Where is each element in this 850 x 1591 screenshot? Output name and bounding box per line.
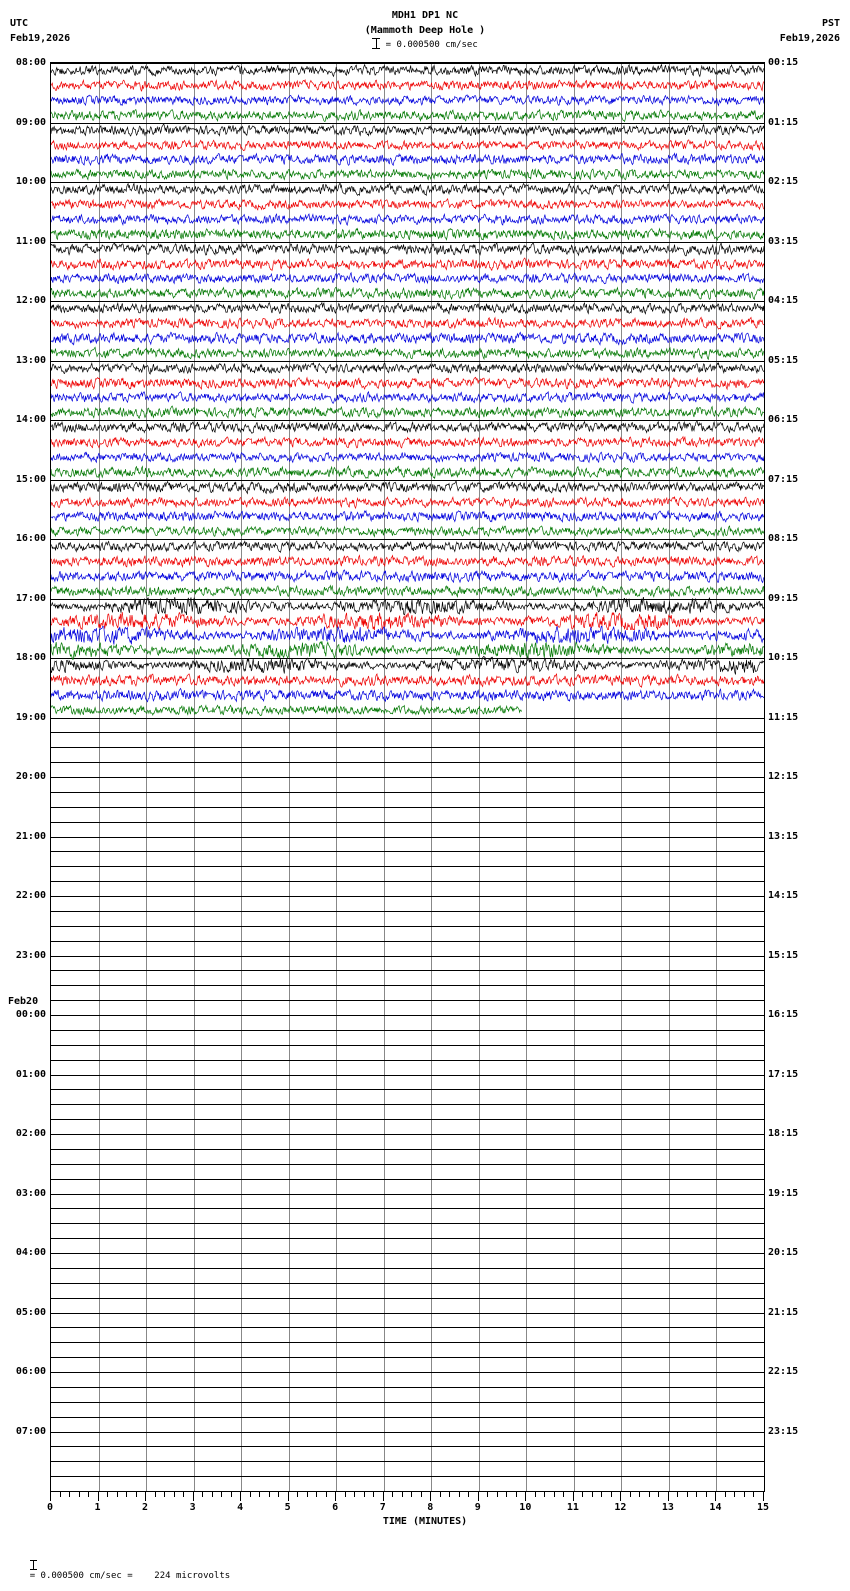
x-axis-tick-minor <box>753 1492 754 1497</box>
x-axis-tick-major <box>335 1492 336 1501</box>
y-axis-left-tick: 07:00 <box>15 1425 46 1437</box>
header-left-date: Feb19,2026 <box>10 33 71 44</box>
x-axis-tick-minor <box>611 1492 612 1497</box>
x-axis-tick-minor <box>687 1492 688 1497</box>
header-right-timezone: PST <box>821 18 840 29</box>
y-axis-right-tick: 21:15 <box>768 1306 799 1318</box>
x-axis-tick-major <box>50 1492 51 1501</box>
grid-hline-row <box>51 1119 764 1120</box>
x-axis-tick-minor <box>297 1492 298 1497</box>
x-axis-tick-minor <box>202 1492 203 1497</box>
x-axis-tick-minor <box>79 1492 80 1497</box>
x-axis-tick-minor <box>725 1492 726 1497</box>
x-axis-tick-label: 1 <box>94 1502 101 1513</box>
y-axis-right-tick: 00:15 <box>768 57 799 68</box>
x-axis-tick-minor <box>345 1492 346 1497</box>
x-axis-tick-minor <box>639 1492 640 1497</box>
grid-hline-row <box>51 747 764 748</box>
y-axis-right-tick: 20:15 <box>768 1247 799 1258</box>
grid-hline-row <box>51 1446 764 1447</box>
grid-hline-row <box>51 1223 764 1224</box>
x-axis-tick-minor <box>278 1492 279 1497</box>
grid-hline-row <box>51 926 764 927</box>
x-axis-tick-minor <box>364 1492 365 1497</box>
y-axis-left-tick: 18:00 <box>15 652 46 663</box>
y-axis-left-tick: 01:00 <box>15 1068 46 1080</box>
x-axis-tick-minor <box>402 1492 403 1497</box>
x-axis-tick-minor <box>506 1492 507 1497</box>
scale-legend <box>0 38 850 50</box>
y-axis-left-tick: 11:00 <box>15 235 46 247</box>
x-axis-tick-major <box>478 1492 479 1501</box>
scale-legend-label: = 0.000500 cm/sec <box>385 40 478 50</box>
x-axis-tick-major <box>525 1492 526 1501</box>
x-axis-tick-major <box>430 1492 431 1501</box>
footer-scale-note <box>8 1550 230 1591</box>
x-axis-tick-minor <box>440 1492 441 1497</box>
grid-hline-row <box>51 1060 764 1061</box>
grid-hline-row <box>51 1268 764 1269</box>
x-axis-title: TIME (MINUTES) <box>382 1516 468 1527</box>
grid-hline-row <box>51 1045 764 1046</box>
grid-hline-row <box>51 1298 764 1299</box>
grid-hline-hour <box>51 1134 764 1135</box>
y-axis-left-tick: 20:00 <box>15 771 46 782</box>
grid-hline-row <box>51 1461 764 1462</box>
x-axis-tick-minor <box>554 1492 555 1497</box>
y-axis-right-tick: 03:15 <box>768 235 799 247</box>
x-axis-tick-minor <box>269 1492 270 1497</box>
grid-hline-row <box>51 1000 764 1001</box>
x-axis-tick-minor <box>592 1492 593 1497</box>
grid-hline-row <box>51 1030 764 1031</box>
grid-hline-hour <box>51 1015 764 1016</box>
x-axis-tick-label: 15 <box>756 1502 770 1513</box>
grid-hline-row <box>51 941 764 942</box>
x-axis-tick-minor <box>354 1492 355 1497</box>
x-axis-tick-minor <box>658 1492 659 1497</box>
x-axis-tick-minor <box>411 1492 412 1497</box>
y-axis-right-tick: 13:15 <box>768 830 799 842</box>
x-axis-tick-minor <box>259 1492 260 1497</box>
grid-hline-hour <box>51 1313 764 1314</box>
x-axis-tick-minor <box>449 1492 450 1497</box>
y-axis-left-tick: 09:00 <box>15 116 46 128</box>
grid-hline-row <box>51 881 764 882</box>
x-axis-tick-major <box>573 1492 574 1501</box>
y-axis-left-tick: 21:00 <box>15 830 46 842</box>
grid-hline-row <box>51 985 764 986</box>
x-axis-tick-minor <box>734 1492 735 1497</box>
y-axis-right-tick: 22:15 <box>768 1366 799 1377</box>
x-axis-tick-minor <box>174 1492 175 1497</box>
y-axis-left-tick: 17:00 <box>15 592 46 604</box>
x-axis-tick-minor <box>421 1492 422 1497</box>
y-axis-right-tick: 07:15 <box>768 473 799 485</box>
x-axis-tick-minor <box>544 1492 545 1497</box>
grid-hline-row <box>51 1417 764 1418</box>
x-axis-tick-minor <box>497 1492 498 1497</box>
x-axis-tick-major <box>383 1492 384 1501</box>
y-axis-left-tick: 12:00 <box>15 295 46 306</box>
grid-hline-row <box>51 1327 764 1328</box>
y-axis-left-tick: 16:00 <box>15 533 46 544</box>
x-axis-tick-minor <box>459 1492 460 1497</box>
grid-hline-row <box>51 762 764 763</box>
x-axis-tick-minor <box>392 1492 393 1497</box>
grid-hline-hour <box>51 1253 764 1254</box>
x-axis-tick-label: 9 <box>474 1502 481 1513</box>
x-axis-tick-major <box>240 1492 241 1501</box>
x-axis-tick-major <box>620 1492 621 1501</box>
x-axis-tick-minor <box>155 1492 156 1497</box>
x-axis-tick-minor <box>164 1492 165 1497</box>
y-axis-right-tick: 11:15 <box>768 711 799 723</box>
y-axis-right-tick: 01:15 <box>768 116 799 128</box>
grid-hline-row <box>51 1149 764 1150</box>
y-axis-right-tick: 16:15 <box>768 1009 799 1020</box>
x-axis-tick-minor <box>69 1492 70 1497</box>
y-axis-left-tick: 14:00 <box>15 414 46 425</box>
header-left-timezone: UTC <box>10 18 29 29</box>
y-axis-left-tick: 06:00 <box>15 1366 46 1377</box>
x-axis-tick-minor <box>582 1492 583 1497</box>
y-axis-right-tick: 08:15 <box>768 533 799 544</box>
x-axis-tick-major <box>98 1492 99 1501</box>
y-axis-right-tick: 23:15 <box>768 1425 799 1437</box>
day-change-label: Feb20 <box>8 996 39 1007</box>
x-axis-tick-label: 8 <box>427 1502 434 1513</box>
grid-hline-hour <box>51 1075 764 1076</box>
grid-hline-hour <box>51 1372 764 1373</box>
x-axis-tick-minor <box>487 1492 488 1497</box>
x-axis-tick-minor <box>221 1492 222 1497</box>
grid-hline-hour <box>51 837 764 838</box>
x-axis-tick-minor <box>231 1492 232 1497</box>
grid-hline-row <box>51 1476 764 1477</box>
station-code: MDH1 DP1 NC <box>391 10 459 21</box>
x-axis-tick-label: 0 <box>46 1502 54 1513</box>
grid-hline-row <box>51 1238 764 1239</box>
x-axis-tick-major <box>193 1492 194 1501</box>
x-axis-tick-minor <box>307 1492 308 1497</box>
x-axis-tick-major <box>715 1492 716 1501</box>
grid-hline-row <box>51 822 764 823</box>
y-axis-right-tick: 14:15 <box>768 890 799 901</box>
x-axis-tick-minor <box>744 1492 745 1497</box>
y-axis-left-tick: 08:00 <box>15 57 46 68</box>
trace-line <box>51 701 522 720</box>
y-axis-right-tick: 10:15 <box>768 652 799 663</box>
x-axis-tick-minor <box>316 1492 317 1497</box>
x-axis-tick-minor <box>706 1492 707 1497</box>
x-axis-tick-minor <box>183 1492 184 1497</box>
x-axis-tick-major <box>763 1492 764 1501</box>
scale-bar-icon <box>372 38 380 49</box>
grid-hline-row <box>51 1104 764 1105</box>
grid-hline-row <box>51 1164 764 1165</box>
grid-hline-hour <box>51 1194 764 1195</box>
y-axis-left-tick: 22:00 <box>15 890 46 901</box>
x-axis-tick-label: 10 <box>519 1502 532 1513</box>
x-axis-tick-minor <box>107 1492 108 1497</box>
grid-hline-row <box>51 1179 764 1180</box>
y-axis-right-tick: 17:15 <box>768 1068 799 1080</box>
x-axis-tick-major <box>145 1492 146 1501</box>
x-axis-tick-minor <box>117 1492 118 1497</box>
x-axis-tick-minor <box>601 1492 602 1497</box>
x-axis-tick-minor <box>563 1492 564 1497</box>
header-center <box>0 8 850 38</box>
x-axis-tick-minor <box>373 1492 374 1497</box>
x-axis-tick-minor <box>60 1492 61 1497</box>
x-axis-tick-minor <box>677 1492 678 1497</box>
x-axis-tick-minor <box>136 1492 137 1497</box>
grid-hline-row <box>51 1342 764 1343</box>
station-description: (Mammoth Deep Hole ) <box>364 25 486 36</box>
y-axis-left-tick: 05:00 <box>15 1306 46 1318</box>
seismogram-plot[interactable] <box>50 62 765 1492</box>
y-axis-left-tick: 15:00 <box>15 473 46 485</box>
x-axis-tick-minor <box>516 1492 517 1497</box>
grid-hline-row <box>51 807 764 808</box>
grid-hline-hour <box>51 777 764 778</box>
x-axis-tick-label: 5 <box>284 1502 291 1513</box>
x-axis-tick-minor <box>696 1492 697 1497</box>
y-axis-right-tick: 04:15 <box>768 295 799 306</box>
footer-scale-text: = 0.000500 cm/sec = 224 microvolts <box>29 1571 231 1581</box>
x-axis-tick-label: 14 <box>709 1502 722 1513</box>
y-axis-left-tick: 02:00 <box>15 1128 46 1139</box>
grid-hline-row <box>51 1208 764 1209</box>
y-axis-right-tick: 19:15 <box>768 1187 799 1199</box>
y-axis-right-tick: 06:15 <box>768 414 799 425</box>
x-axis-tick-minor <box>326 1492 327 1497</box>
grid-hline-row <box>51 911 764 912</box>
x-axis-tick-major <box>668 1492 669 1501</box>
x-axis-tick-label: 6 <box>332 1502 339 1513</box>
y-axis-left-tick: 03:00 <box>15 1187 46 1199</box>
grid-hline-row <box>51 866 764 867</box>
x-axis-tick-label: 7 <box>379 1502 386 1513</box>
x-axis-tick-minor <box>649 1492 650 1497</box>
grid-hline-hour <box>51 956 764 957</box>
footer-scale-bar-icon <box>30 1560 37 1570</box>
x-axis-tick-label: 4 <box>237 1502 244 1513</box>
y-axis-right-tick: 02:15 <box>768 176 799 187</box>
grid-hline-row <box>51 1089 764 1090</box>
grid-hline-row <box>51 1357 764 1358</box>
x-axis-tick-label: 11 <box>566 1502 579 1513</box>
grid-hline-row <box>51 1283 764 1284</box>
x-axis-tick-minor <box>250 1492 251 1497</box>
x-axis-tick-major <box>288 1492 289 1501</box>
x-axis-tick-minor <box>88 1492 89 1497</box>
y-axis-right-tick: 12:15 <box>768 771 799 782</box>
x-axis-tick-minor <box>630 1492 631 1497</box>
y-axis-right-tick: 05:15 <box>768 354 799 366</box>
x-axis-tick-minor <box>468 1492 469 1497</box>
grid-hline-hour <box>51 1432 764 1433</box>
grid-hline-row <box>51 851 764 852</box>
y-axis-right-tick: 15:15 <box>768 949 799 961</box>
grid-hline-row <box>51 1402 764 1403</box>
y-axis-right-tick: 18:15 <box>768 1128 799 1139</box>
y-axis-left-tick: 00:00 <box>15 1009 46 1020</box>
x-axis-tick-label: 12 <box>614 1502 627 1513</box>
y-axis-right-tick: 09:15 <box>768 592 799 604</box>
x-axis-tick-minor <box>535 1492 536 1497</box>
x-axis-tick-label: 2 <box>142 1502 149 1513</box>
grid-hline-row <box>51 970 764 971</box>
y-axis-left-tick: 13:00 <box>15 354 46 366</box>
y-axis-left-tick: 10:00 <box>15 176 46 187</box>
x-axis-tick-minor <box>212 1492 213 1497</box>
grid-hline-row <box>51 1387 764 1388</box>
header-right-date: Feb19,2026 <box>779 33 840 44</box>
y-axis-left-tick: 19:00 <box>15 711 46 723</box>
x-axis-tick-label: 3 <box>189 1502 196 1513</box>
grid-hline-row <box>51 732 764 733</box>
x-axis-tick-minor <box>126 1492 127 1497</box>
grid-hline-row <box>51 792 764 793</box>
grid-hline-hour <box>51 896 764 897</box>
y-axis-left-tick: 23:00 <box>15 949 46 961</box>
y-axis-left-tick: 04:00 <box>15 1247 46 1258</box>
x-axis-tick-label: 13 <box>661 1502 674 1513</box>
